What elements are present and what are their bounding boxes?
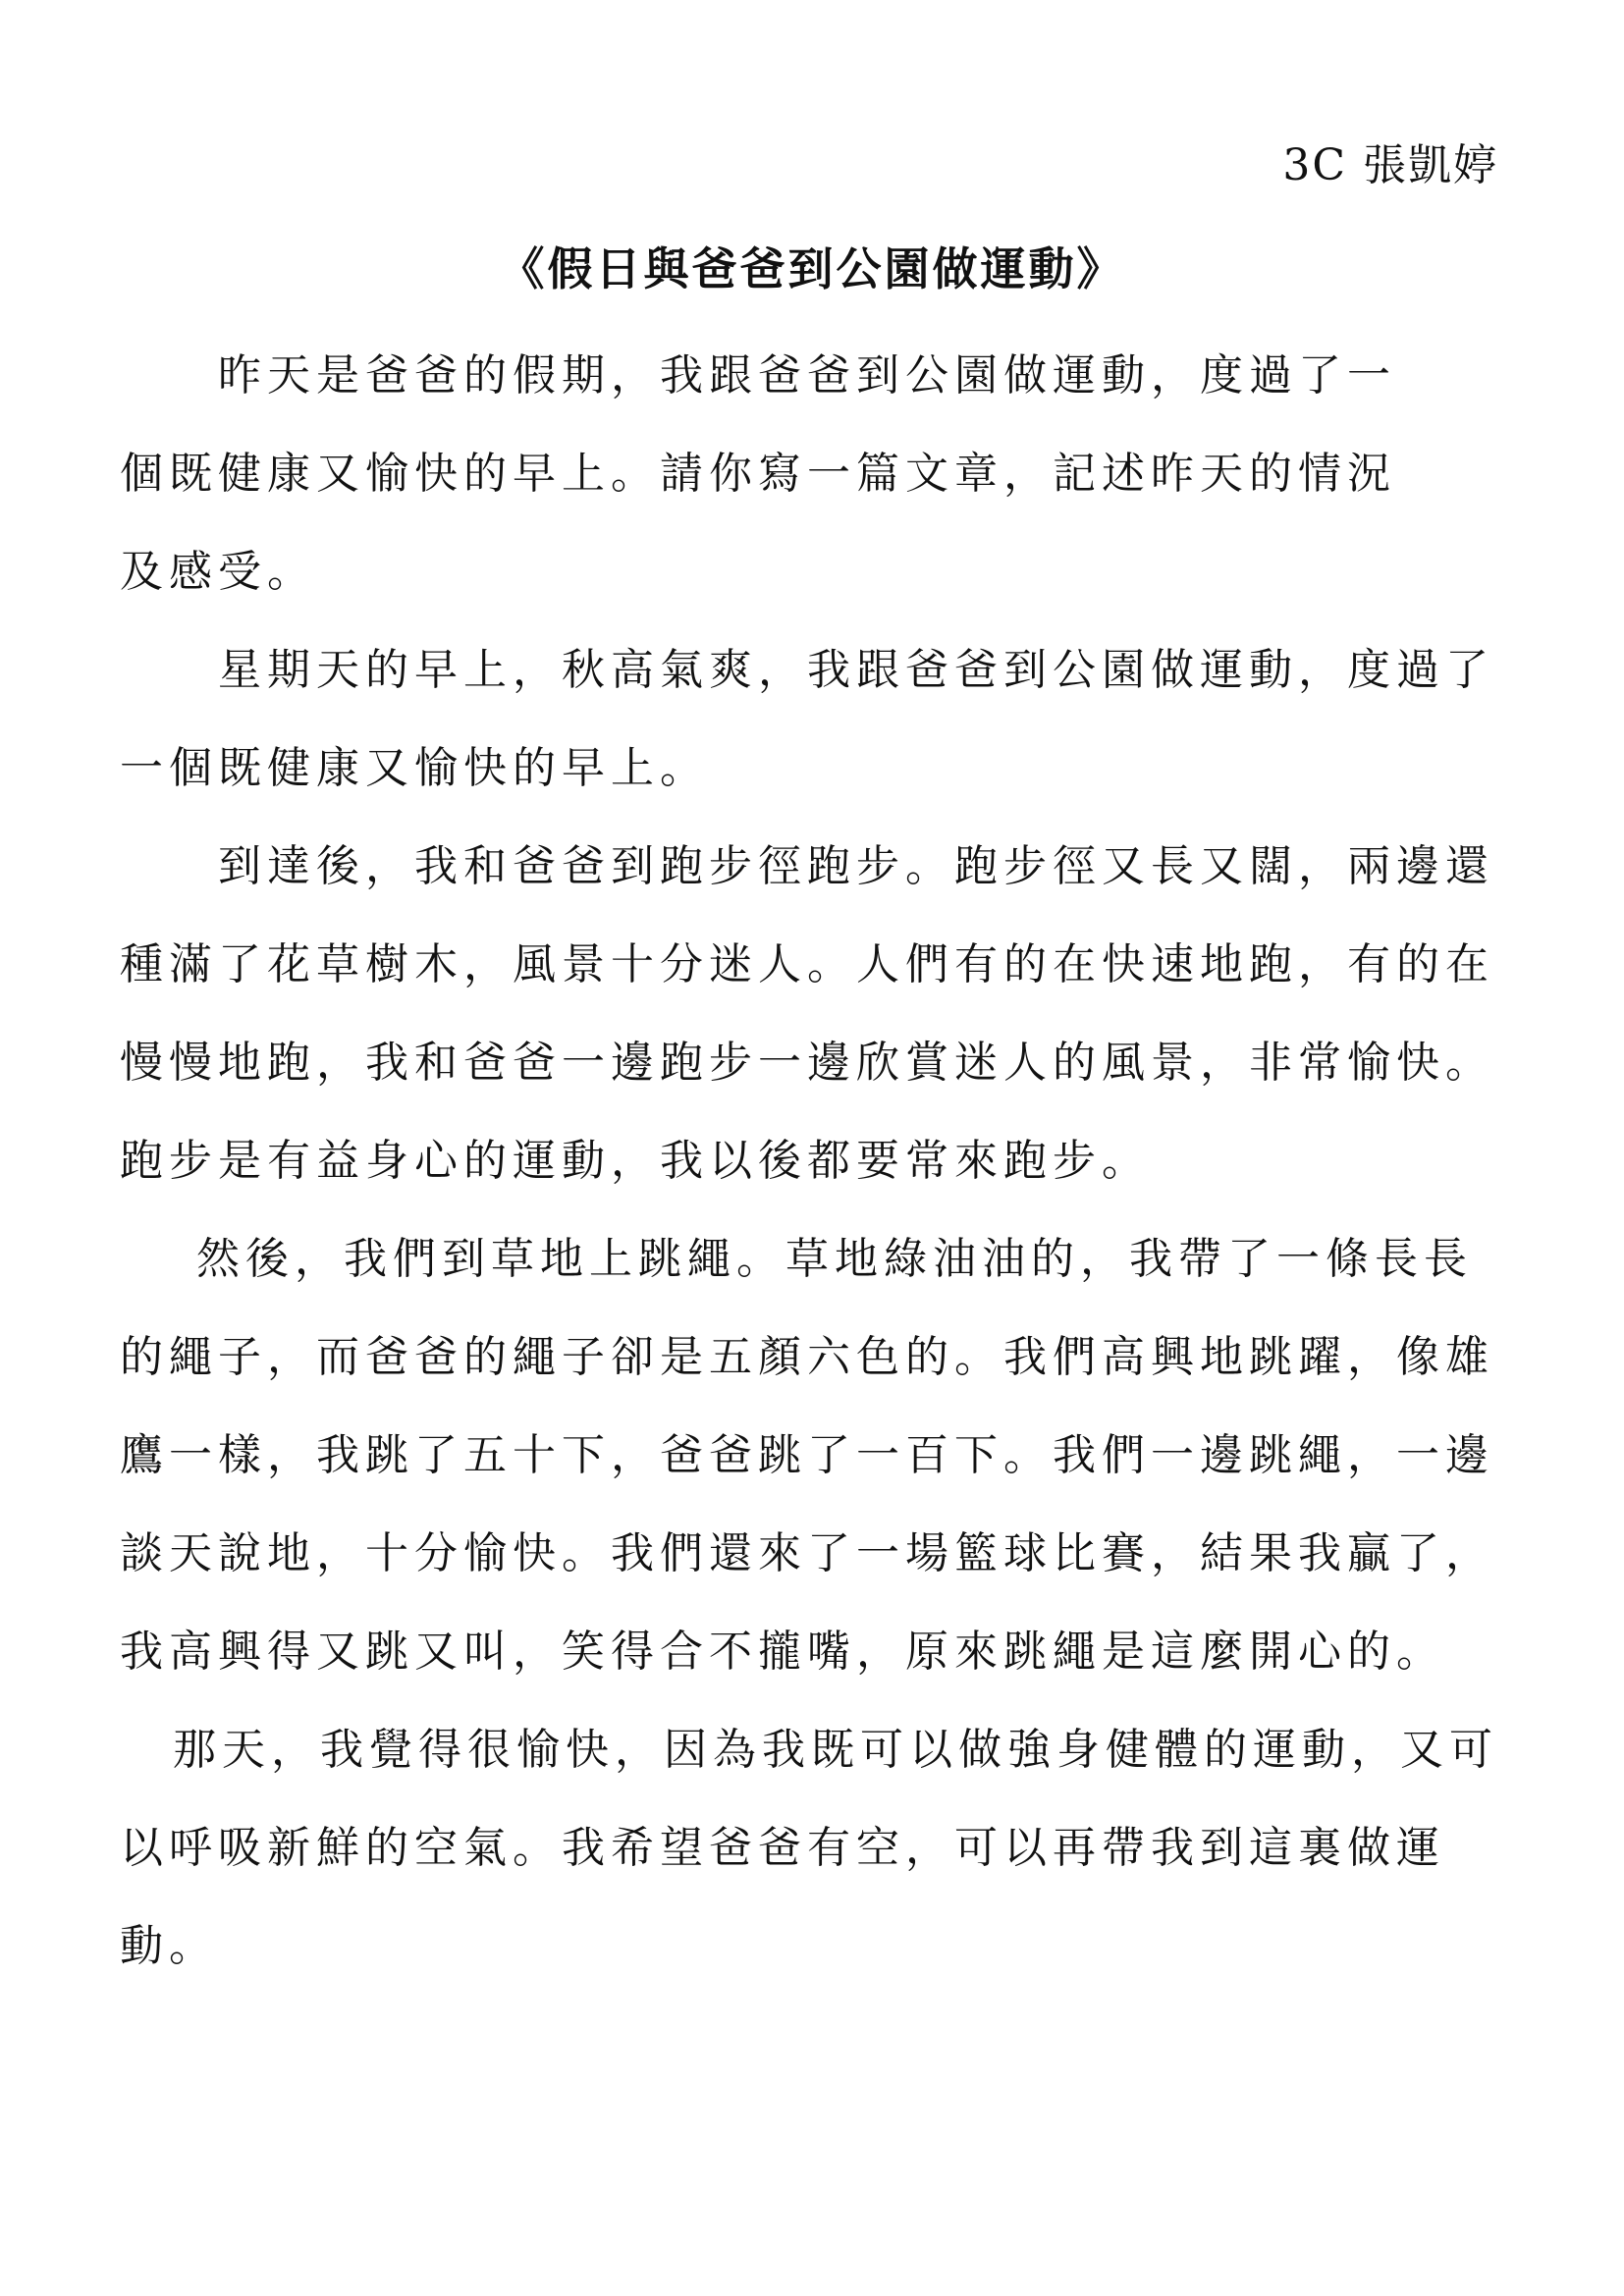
paragraph-line: 那天，我覺得很愉快，因為我既可以做強身健體的運動，又可 [173, 1725, 1498, 1775]
paragraph-line: 一個既健康又愉快的早上。 [120, 743, 709, 793]
prompt-line: 昨天是爸爸的假期，我跟爸爸到公園做運動，度過了一 [218, 350, 1396, 400]
paragraph-line: 然後，我們到草地上跳繩。草地綠油油的，我帶了一條長長 [196, 1234, 1473, 1284]
paragraph-line: 動。 [120, 1921, 218, 1971]
author-name: 3C 張凱婷 [1282, 140, 1498, 190]
paragraph-line: 談天說地，十分愉快。我們還來了一場籃球比賽，結果我贏了， [120, 1528, 1494, 1578]
prompt-line: 個既健康又愉快的早上。請你寫一篇文章，記述昨天的情況 [120, 449, 1396, 499]
paragraph-line: 我高興得又跳又叫，笑得合不攏嘴，原來跳繩是這麼開心的。 [120, 1627, 1445, 1677]
paragraph-line: 鷹一樣，我跳了五十下，爸爸跳了一百下。我們一邊跳繩，一邊 [120, 1430, 1494, 1480]
paragraph-line: 以呼吸新鮮的空氣。我希望爸爸有空，可以再帶我到這裏做運 [120, 1823, 1445, 1873]
paragraph-line: 種滿了花草樹木，風景十分迷人。人們有的在快速地跑，有的在 [120, 939, 1494, 989]
paragraph-line: 到達後，我和爸爸到跑步徑跑步。跑步徑又長又闊，兩邊還 [218, 841, 1494, 891]
paragraph-line: 星期天的早上，秋高氣爽，我跟爸爸到公園做運動，度過了 [218, 645, 1494, 695]
essay-title: 《假日與爸爸到公園做運動》 [499, 242, 1125, 295]
paragraph-line: 跑步是有益身心的運動，我以後都要常來跑步。 [120, 1136, 1151, 1186]
prompt-line: 及感受。 [120, 547, 316, 597]
paragraph-line: 慢慢地跑，我和爸爸一邊跑步一邊欣賞迷人的風景，非常愉快。 [120, 1038, 1494, 1088]
paragraph-line: 的繩子，而爸爸的繩子卻是五顏六色的。我們高興地跳躍，像雄 [120, 1332, 1494, 1382]
